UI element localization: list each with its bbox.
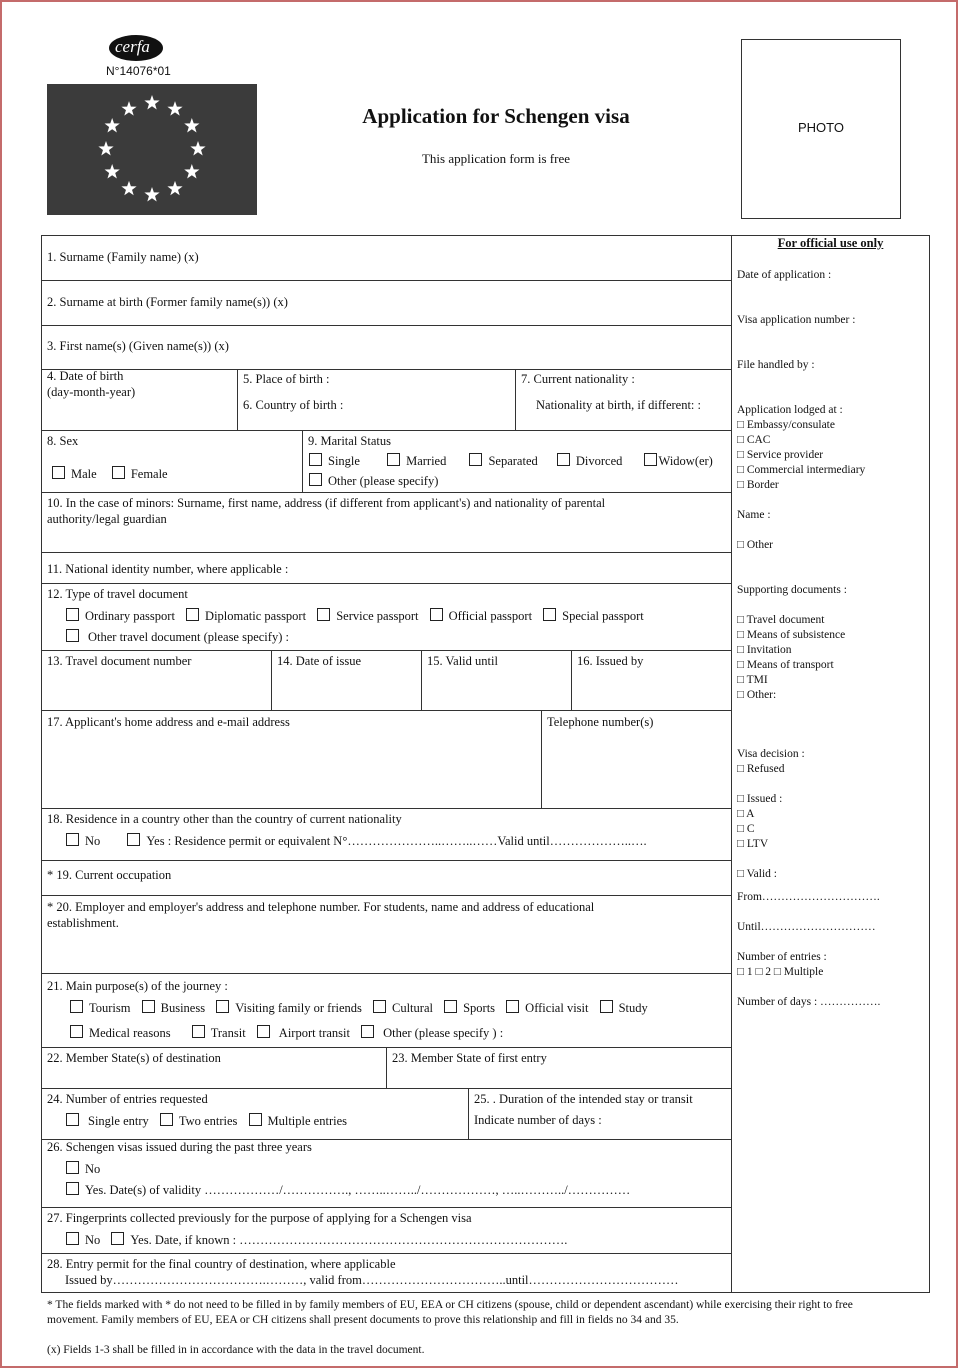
- official-number-entries: Number of entries :: [737, 951, 827, 963]
- checkbox[interactable]: [66, 1113, 79, 1126]
- field-14-label: 14. Date of issue: [277, 654, 362, 668]
- flag-star: [144, 187, 159, 201]
- field-20-label-cont: establishment.: [47, 916, 119, 930]
- field-19-label: * 19. Current occupation: [47, 868, 172, 882]
- checkbox[interactable]: [66, 833, 79, 846]
- field-4-sublabel: (day-month-year): [47, 385, 136, 399]
- residence-no-option[interactable]: No: [66, 833, 100, 849]
- checkbox[interactable]: [142, 1000, 155, 1013]
- checkbox[interactable]: [557, 453, 570, 466]
- doc-diplomatic-option[interactable]: Diplomatic passport: [186, 608, 306, 624]
- checkbox[interactable]: [249, 1113, 262, 1126]
- form-box: [41, 235, 930, 1293]
- purpose-business-option[interactable]: Business: [142, 1000, 205, 1016]
- field-12-label: 12. Type of travel document: [47, 587, 188, 601]
- fingerprints-yes-option[interactable]: Yes. Date, if known : …………………………………………………………………….: [111, 1232, 567, 1248]
- official-issued[interactable]: □ Issued :: [737, 793, 783, 805]
- flag-star: [105, 118, 120, 132]
- official-doc-subsistence[interactable]: □ Means of subsistence: [737, 629, 846, 641]
- cerfa-logo: [108, 34, 164, 62]
- flag-star: [184, 164, 199, 178]
- field-7-label: 7. Current nationality :: [521, 372, 635, 386]
- cerfa-logo-text: cerfa: [115, 37, 150, 56]
- field-22-label: 22. Member State(s) of destination: [47, 1051, 221, 1065]
- official-use-title: For official use only: [777, 236, 884, 250]
- checkbox[interactable]: [66, 629, 79, 642]
- official-issued-c[interactable]: □ C: [737, 823, 755, 835]
- field-16-label: 16. Issued by: [577, 654, 644, 668]
- checkbox[interactable]: [52, 466, 65, 479]
- field-25-sublabel: Indicate number of days :: [474, 1113, 602, 1127]
- official-lodged-service[interactable]: □ Service provider: [737, 449, 824, 461]
- checkbox[interactable]: [186, 608, 199, 621]
- checkbox[interactable]: [317, 608, 330, 621]
- official-visa-number: Visa application number :: [737, 314, 856, 326]
- field-18-label: 18. Residence in a country other than the country of current nationality: [47, 812, 402, 826]
- official-until: Until…………………………: [737, 921, 876, 933]
- official-number-days: Number of days : …………….: [737, 996, 881, 1008]
- official-entries-options[interactable]: □ 1 □ 2 □ Multiple: [737, 966, 824, 978]
- field-26-label: 26. Schengen visas issued during the past three years: [47, 1140, 312, 1154]
- residence-yes-option[interactable]: Yes : Residence permit or equivalent N°…………………..……..……Valid until………………..….: [127, 833, 646, 849]
- sex-female-option[interactable]: Female: [112, 466, 168, 482]
- purpose-official-option[interactable]: Official visit: [506, 1000, 588, 1016]
- entries-multiple-option[interactable]: Multiple entries: [249, 1113, 348, 1129]
- official-valid[interactable]: □ Valid :: [737, 868, 777, 880]
- checkbox[interactable]: [309, 473, 322, 486]
- official-doc-transport[interactable]: □ Means of transport: [737, 659, 834, 671]
- checkbox[interactable]: [216, 1000, 229, 1013]
- field-3-label: 3. First name(s) (Given name(s)) (x): [47, 339, 229, 353]
- checkbox[interactable]: [257, 1025, 270, 1038]
- field-15-label: 15. Valid until: [427, 654, 498, 668]
- official-supporting-docs: Supporting documents :: [737, 584, 847, 596]
- photo-label: PHOTO: [798, 120, 844, 135]
- official-other[interactable]: □ Other: [737, 539, 774, 551]
- official-file-handled: File handled by :: [737, 359, 815, 371]
- field-11-label: 11. National identity number, where applicable :: [47, 562, 289, 576]
- purpose-other-option[interactable]: Other (please specify ) :: [361, 1025, 503, 1041]
- telephone-label: Telephone number(s): [547, 715, 654, 729]
- field-28-label: 28. Entry permit for the final country of destination, where applicable: [47, 1257, 396, 1271]
- flag-star: [190, 141, 205, 155]
- doc-official-option[interactable]: Official passport: [430, 608, 532, 624]
- checkbox[interactable]: [66, 608, 79, 621]
- entries-single-option[interactable]: Single entry: [66, 1113, 149, 1129]
- field-6-label: 6. Country of birth :: [243, 398, 344, 412]
- official-lodged-embassy[interactable]: □ Embassy/consulate: [737, 419, 835, 431]
- official-lodged-commercial[interactable]: □ Commercial intermediary: [737, 464, 866, 476]
- checkbox[interactable]: [66, 1161, 79, 1174]
- field-21-label: 21. Main purpose(s) of the journey :: [47, 979, 228, 993]
- field-23-label: 23. Member State of first entry: [392, 1051, 547, 1065]
- checkbox[interactable]: [70, 1000, 83, 1013]
- official-lodged-at: Application lodged at :: [737, 404, 843, 416]
- checkbox[interactable]: [644, 453, 657, 466]
- photo-box[interactable]: [741, 39, 901, 219]
- checkbox[interactable]: [600, 1000, 613, 1013]
- footnote-fields-1-3: (x) Fields 1-3 shall be filled in in accordance with the data in the travel document.: [47, 1344, 425, 1356]
- marital-other-option[interactable]: Other (please specify): [309, 473, 438, 489]
- doc-service-option[interactable]: Service passport: [317, 608, 418, 624]
- field-9-label: 9. Marital Status: [308, 434, 391, 448]
- purpose-visiting-option[interactable]: Visiting family or friends: [216, 1000, 362, 1016]
- marital-single-option[interactable]: Single: [309, 453, 360, 469]
- purpose-tourism-option[interactable]: Tourism: [70, 1000, 131, 1016]
- field-2-label: 2. Surname at birth (Former family name(s)) (x): [47, 295, 288, 309]
- checkbox[interactable]: [66, 1232, 79, 1245]
- checkbox[interactable]: [127, 833, 140, 846]
- purpose-sports-option[interactable]: Sports: [444, 1000, 495, 1016]
- entries-two-option[interactable]: Two entries: [160, 1113, 237, 1129]
- flag-star: [144, 95, 159, 109]
- purpose-medical-option[interactable]: Medical reasons: [70, 1025, 171, 1041]
- official-from: From………………………….: [737, 891, 880, 903]
- purpose-airport-transit-option[interactable]: Airport transit: [257, 1025, 350, 1041]
- field-28-sublabel: Issued by……………………………….………, valid from……………………………..until………………………………: [65, 1273, 679, 1287]
- field-27-label: 27. Fingerprints collected previously for the purpose of applying for a Schengen visa: [47, 1211, 472, 1225]
- eu-flag: [47, 84, 257, 215]
- official-visa-decision: Visa decision :: [737, 748, 805, 760]
- checkbox[interactable]: [70, 1025, 83, 1038]
- checkbox[interactable]: [309, 453, 322, 466]
- flag-star: [184, 118, 199, 132]
- marital-separated-option[interactable]: Separated: [469, 453, 537, 469]
- marital-married-option[interactable]: Married: [387, 453, 446, 469]
- checkbox[interactable]: [160, 1113, 173, 1126]
- purpose-transit-option[interactable]: Transit: [192, 1025, 246, 1041]
- checkbox[interactable]: [444, 1000, 457, 1013]
- purpose-study-option[interactable]: Study: [600, 1000, 648, 1016]
- form-number: N°14076*01: [106, 64, 171, 78]
- checkbox[interactable]: [192, 1025, 205, 1038]
- field-24-label: 24. Number of entries requested: [47, 1092, 208, 1106]
- official-lodged-border[interactable]: □ Border: [737, 479, 779, 491]
- official-doc-tmi[interactable]: □ TMI: [737, 674, 768, 686]
- checkbox[interactable]: [387, 453, 400, 466]
- checkbox[interactable]: [506, 1000, 519, 1013]
- official-doc-invitation[interactable]: □ Invitation: [737, 644, 792, 656]
- field-25-label: 25. . Duration of the intended stay or transit: [474, 1092, 693, 1106]
- flag-star: [121, 181, 136, 195]
- page-subtitle: This application form is free: [421, 151, 570, 166]
- schengen-yes-option[interactable]: Yes. Date(s) of validity ………………/……………., ……..……../………………, …..………../……………: [66, 1182, 630, 1198]
- sex-male-option[interactable]: Male: [52, 466, 97, 482]
- field-13-label: 13. Travel document number: [47, 654, 192, 668]
- field-17-label: 17. Applicant's home address and e-mail address: [47, 715, 290, 729]
- schengen-no-option[interactable]: No: [66, 1161, 100, 1177]
- official-date-of-application: Date of application :: [737, 269, 832, 281]
- field-7-sublabel: Nationality at birth, if different: :: [536, 398, 702, 412]
- flag-star: [167, 101, 182, 115]
- checkbox[interactable]: [66, 1182, 79, 1195]
- checkbox[interactable]: [469, 453, 482, 466]
- checkbox[interactable]: [111, 1232, 124, 1245]
- flag-star: [98, 141, 113, 155]
- purpose-cultural-option[interactable]: Cultural: [373, 1000, 433, 1016]
- checkbox[interactable]: [373, 1000, 386, 1013]
- field-10-label-cont: authority/legal guardian: [47, 512, 167, 526]
- official-name: Name :: [737, 509, 771, 521]
- flag-star: [121, 101, 136, 115]
- flag-star: [167, 181, 182, 195]
- footnote-family-members: * The fields marked with * do not need to be filled in by family members of EU, EEA or CH citizens (spouse, child or dependent ascendant) while exercising their right to free: [47, 1299, 853, 1311]
- footnote-family-members-cont: movement. Family members of EU, EEA or CH citizens shall present documents to prove this relationship and fill in fields no 34 and 35.: [47, 1314, 679, 1326]
- checkbox[interactable]: [112, 466, 125, 479]
- field-8-label: 8. Sex: [47, 434, 79, 448]
- official-doc-travel[interactable]: □ Travel document: [737, 614, 825, 626]
- official-lodged-cac[interactable]: □ CAC: [737, 434, 771, 446]
- official-issued-a[interactable]: □ A: [737, 808, 755, 820]
- official-refused[interactable]: □ Refused: [737, 763, 785, 775]
- official-doc-other[interactable]: □ Other:: [737, 689, 777, 701]
- page-title: Application for Schengen visa: [362, 104, 630, 128]
- doc-ordinary-option[interactable]: Ordinary passport: [66, 608, 175, 624]
- doc-other-option[interactable]: Other travel document (please specify) :: [66, 629, 289, 645]
- field-10-label: 10. In the case of minors: Surname, first name, address (if different from applicant's) and nationality of parental: [47, 496, 606, 510]
- official-issued-ltv[interactable]: □ LTV: [737, 838, 769, 850]
- flag-star: [105, 164, 120, 178]
- marital-divorced-option[interactable]: Divorced: [557, 453, 623, 469]
- field-4-label: 4. Date of birth: [47, 369, 124, 383]
- field-20-label: * 20. Employer and employer's address and telephone number. For students, name and address of educational: [47, 900, 595, 914]
- field-5-label: 5. Place of birth :: [243, 372, 330, 386]
- doc-special-option[interactable]: Special passport: [543, 608, 644, 624]
- fingerprints-no-option[interactable]: No: [66, 1232, 100, 1248]
- marital-widow-option[interactable]: Widow(er): [644, 453, 713, 469]
- checkbox[interactable]: [543, 608, 556, 621]
- checkbox[interactable]: [430, 608, 443, 621]
- checkbox[interactable]: [361, 1025, 374, 1038]
- field-1-label: 1. Surname (Family name) (x): [47, 250, 199, 264]
